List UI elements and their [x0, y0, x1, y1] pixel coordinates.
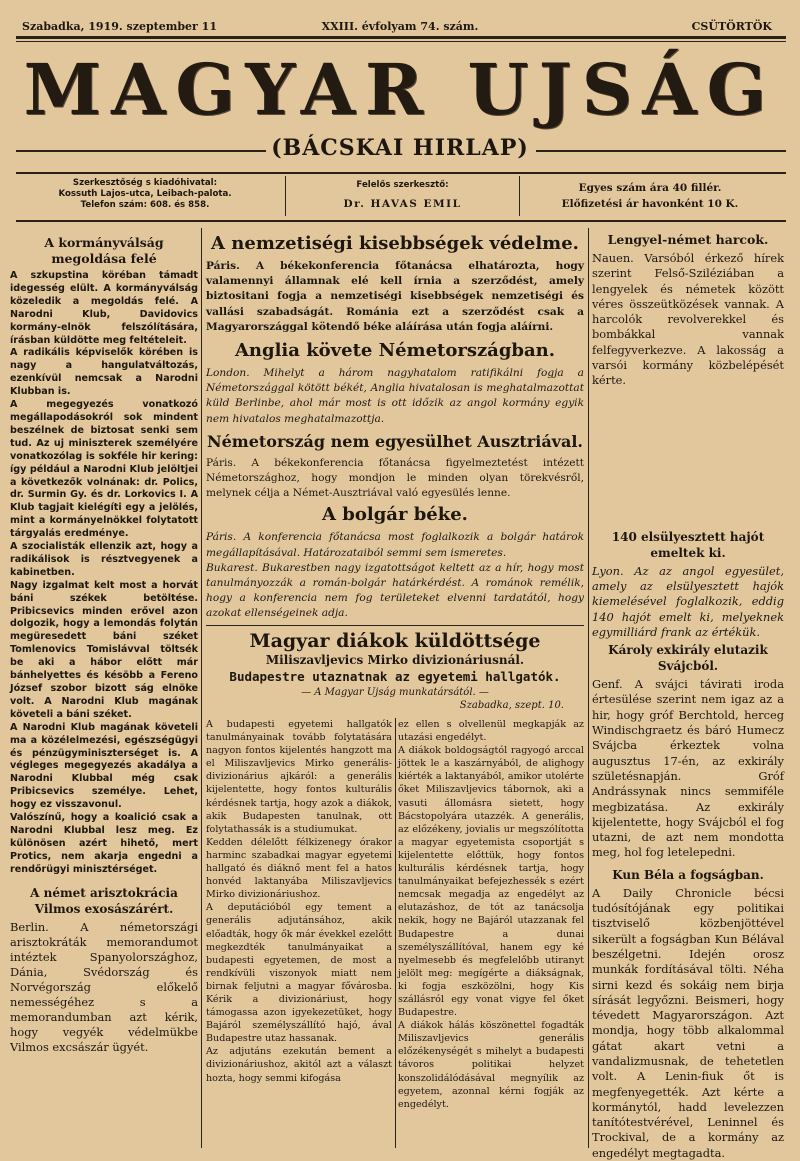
middle-column: [206, 232, 584, 632]
article-text: A radikális képviselők körében is nagy a hangulatváltozás, ezenkívül nemcsak a Narodni Klubban is.: [10, 347, 198, 398]
top-rule-thin: [16, 41, 786, 42]
article-subheading: Miliszavljevics Mirko divizionáriusnál.: [265, 653, 525, 667]
info-rule-bottom: [16, 220, 786, 222]
article-text: Nauen. Varsóból érkező hírek szerint Felső-Sziléziában a lengyelek és németek között véres összeütközések vannak. A harcolók revolverekkel és bombákkal vannak felfegyverkezve. A lakosság a varsói kormány közbelépését kérte.: [592, 251, 784, 388]
article-text: A budapesti egyetemi hallgatók tanulmányainak tovább folytatására nagyon fontos kijelentés hangzott ma el Miliszavljevics Mirko generális-divizionárius ajkáról: a generális kijelentette, hogy fontos kulturális kérdésnek tartja, hogy azok a diákok, akik Budapesten tanulnak, ott folytathassák is a studiumukat.: [206, 719, 392, 835]
article-heading: Lengyel-német harcok.: [607, 232, 769, 247]
office-line-1: Szerkesztőség s kiadóhivatal:: [72, 178, 218, 188]
diakok-divider: [395, 718, 396, 1148]
editor-name: Dr. HAVAS EMIL: [343, 198, 462, 210]
article-byline: — A Magyar Ujság munkatársától. —: [301, 687, 489, 698]
right-column: [592, 232, 784, 1160]
article-text: A Narodni Klub magának követeli ma a közélelmezési, egészségügyi és pénzügyminiszterséget is. A végleges megegyezés akadálya a Narodni Klubbal még csak Pribicsevics személye. Lehet, hogy ez visszavonul.: [10, 721, 198, 811]
editor-info: [290, 180, 515, 210]
article-text: Valószínű, hogy a koalició csak a Narodni Klubbal lesz meg. Ez különösen azért hihető, mert Protics, nem akarja engedni a rendőrügyi minisztérséget.: [10, 812, 198, 875]
diakok-story-header: [206, 630, 584, 720]
column-divider-1: [201, 228, 202, 1148]
article-text: ez ellen s olvellenül megkapják az utazási engedélyt.: [398, 719, 584, 744]
info-divider-2: [519, 176, 520, 216]
article-heading: Németország nem egyesülhet Ausztriával.: [207, 431, 583, 451]
article-subheading: Budapestre utaznatnak az egyetemi hallgatók.: [229, 669, 561, 684]
masthead-subtitle: (BÁCSKAI HIRLAP): [271, 135, 529, 161]
article-text: London. Mihelyt a három nagyhatalom ratifikálni fogja a Németországgal kötött békét, Anglia hivatalosan is meghatalmazottat küld Berlinbe, ahol már most is ott időzik az angol kormány egyik nem hivatalos meghatalmazottja.: [206, 367, 584, 425]
article-text: Az adjutáns ezekután bement a divizionáriushoz, akitól azt a választ hozta, hogy semmi kifogása: [206, 1046, 392, 1084]
subscription-line: Előfizetési ár havonként 10 K.: [561, 198, 739, 210]
editor-label: Felelős szerkesztő:: [356, 180, 449, 190]
article-text: A szocialisták ellenzik azt, hogy a radikálisok is résztvegyenek a kabinetben.: [10, 541, 198, 578]
issue-weekday: CSÜTÖRTÖK: [691, 20, 772, 33]
article-heading: Magyar diákok küldöttsége: [249, 630, 541, 652]
masthead-title: MAGYAR UJSÁG: [23, 48, 777, 131]
price-info: [525, 180, 775, 212]
article-text: Bukarest. Bukarestben nagy izgatottságot keltett az a hír, hogy most tanulmányozzák a román-bolgár határkérdést. A románok remélik, hogy a konferencia nem fog területeket elvenni tardatától, hogy azokat ellenségeinek adja.: [206, 561, 584, 620]
top-rule: [16, 36, 786, 39]
issue-date: Szabadka, 1919. szeptember 11: [22, 20, 217, 33]
price-line: Egyes szám ára 40 fillér.: [578, 182, 722, 194]
info-rule-top: [16, 172, 786, 174]
article-heading: A kormányválság megoldása felé: [44, 235, 164, 266]
article-heading: Anglia követe Németországban.: [234, 340, 556, 362]
article-text: A Daily Chronicle bécsi tudósítójának egy politikai tisztviselő közbenjöttével sikerült a fogságban Kun Bélával beszélgetni. Idején orosz munkák fordításával tölti. Néha sirni kezd és sokáig nem birja sírását legyőzni. Beismeri, hogy tévedett Magyarországon. Azt mondja, hogy több alkalommal gátat akart vetni a vandalizmusnak, de tehetetlen volt. A Lenin-fiuk őt is megfenyegették. Azt kérte a kormánytól, hadd levelezzen tanítótestvérével, Leninnel és Trockival, de a kormány az engedélyt megtagadta.: [592, 885, 784, 1160]
article-heading: 140 elsülyesztett hajót emeltek ki.: [611, 529, 765, 560]
office-info: [20, 178, 270, 211]
left-column: [10, 235, 198, 1151]
article-text: Páris. A békekonferencia főtanácsa elhatározta, hogy valamennyi államnak elé kell írnia a szerződést, amely biztositani fogja a nemzetiségi kisebbségek nemzetiségi és vallási szabadságát. Románia ezt a szerződést csak a Magyarországgal kötendő béke aláírása után fogja aláírni.: [206, 260, 584, 333]
article-text: A diákok boldogságtól ragyogó arccal jöttek le a kaszárnyából, de alighogy kiérték a laktanyából, amikor utolérte őket Miliszavljevics tábornok, aki a vasuti állomásra sietett, hogy Bácstopolyára utazzék. A generális, az előzékeny, jovialis ur megszólította a magyar egyetemista csoportját s kijelentette előttük, hogy fontos kulturális kérdésnek tartja, hogy tanulmányaikat befejezhessék s ezért nemcsak megadja az engedélyt az elutazáshoz, de tót az tanácsolja nekik, hogy ne Bajáról utazzanak fel Budapestre a dunai személyszállítóval, hanem egy ké nyelmesebb és megfelelőbb utiranyt jelölt meg: megígérte a diákságnak, ki fogja eszközölni, hogy Kis szállásról egy vonat vigye fel őket Budapestre.: [398, 745, 584, 1019]
story-rule: [206, 625, 584, 626]
office-line-3: Telefon szám: 608. és 858.: [80, 200, 210, 210]
article-text: Páris. A konferencia főtanácsa most foglalkozik a bolgár határok megállapításával. Határozataiból semmi sem ismeretes.: [206, 531, 584, 559]
column-divider-2: [588, 228, 589, 1148]
article-text: A szkupstina köréban támadt idegesség elült. A kormányválság közeledik a megoldás felé. A Narodni Klub, Davidovics kormány-elnök felszólítására, írásban küldötte meg feltételeit.: [10, 270, 198, 346]
article-text: Lyon. Az az angol egyesület, amely az elsülyesztett hajók kiemelésével foglalkozik, eddig 140 hajót emelt ki, melyeknek egymilliárd frank az értékük.: [592, 563, 784, 639]
diakok-column-b: [398, 718, 584, 1150]
diakok-column-a: [206, 718, 392, 1150]
article-heading: A német arisztokrácia Vilmos exosászárért.: [30, 885, 178, 916]
info-divider-1: [285, 176, 286, 216]
article-dateline: Szabadka, szept. 10.: [459, 700, 564, 711]
article-text: Berlin. A németországi arisztokráták memorandumot intéztek Spanyolországhoz, Dánia, Svédország és Norvégország előkelő nemességéhez s a memorandumban azt kérik, hogy vegyék védelmükbe Vilmos excsászár ügyét.: [10, 919, 198, 1054]
article-text: A megegyezés vonatkozó megállapodásokról sok mindent beszélnek de biztosat senki sem tud. Az uj miniszterek személyére vonatkozólag is sokféle hir kering: így például a Narodni Klub jelöltjei a következők volnának: dr. Polics, dr. Surmin Gy. és dr. Lorkovics I. A Klub tagjait kielégíti egy a jelölés, mint a kormányelnökkel folytatott tárgyalás eredménye.: [10, 399, 198, 540]
article-heading: Kun Béla a fogságban.: [612, 867, 764, 882]
article-text: A diákok hálás köszönettel fogadták Miliszavljevics generális előzékenységét s mihelyt a budapesti távoros politikai helyzet konszolidálódásával megnyílik az egyetem, azonnal kérni fogják az engedélyt.: [398, 1020, 584, 1110]
issue-number: XXIII. évfolyam 74. szám.: [321, 20, 479, 33]
article-text: A deputációból egy tement a generális adjutánsához, akik előadták, hogy ők már évekkel ezelőtt megkezdték tanulmányaikat a budapesti egyetemen, de most a rendkívüli viszonyok miatt nem birnak feljutni a magyar fővárosba. Kérik a divizionáriust, hogy támogassa azon igyekezetüket, hogy Bajáról személyszállító hajó, ával Budapestre utaz hassanak.: [206, 902, 392, 1045]
article-heading: A nemzetiségi kisebbségek védelme.: [211, 233, 579, 254]
article-text: Genf. A svájci távirati iroda értesülése szerint nem igaz az a hir, hogy gróf Berchtold, herceg Windischgraetz és báró Humecz Svájcba érkeztek volna augusztus 17-én, az exkirály születésnapján. Gróf Andrássynak nincs semmiféle megbizatása. Az exkirály kijelentette, hogy Svájcból el fog utazni, de azt nem mondotta meg, hol fog letelepedni.: [592, 677, 784, 860]
office-line-2: Kossuth Lajos-utca, Leibach-palota.: [58, 189, 232, 199]
article-text: Kedden délelőtt félkizenegy órakor harminc szabadkai magyar egyetemi hallgató és diáknő ment fel a hatos honvéd laktanyába Miliszavljevics Mirko divizionáriushoz.: [206, 836, 392, 901]
article-heading: A bolgár béke.: [322, 504, 468, 526]
article-text: Nagy izgalmat kelt most a horvát báni székek betöltése. Pribicsevics minden erővel azon dolgozik, hogy a lemondás folytán megüresedett báni széket Tomlenovics Tomislávval töltsék be aki a hábor előtt már bánhelyettes és késöbb a Fereno József szobor bizott ság elnöke volt. A Narodni Klub magának követeli a báni széket.: [10, 579, 198, 720]
article-heading: Károly exkirály elutazik Svájcból.: [608, 643, 768, 674]
article-text: Páris. A békekonferencia főtanácsa figyelmeztetést intézett Németországhoz, hogy mondjon le minden olyan törekvésről, melynek célja a Német-Ausztriával való egyesülés lenne.: [206, 456, 584, 500]
